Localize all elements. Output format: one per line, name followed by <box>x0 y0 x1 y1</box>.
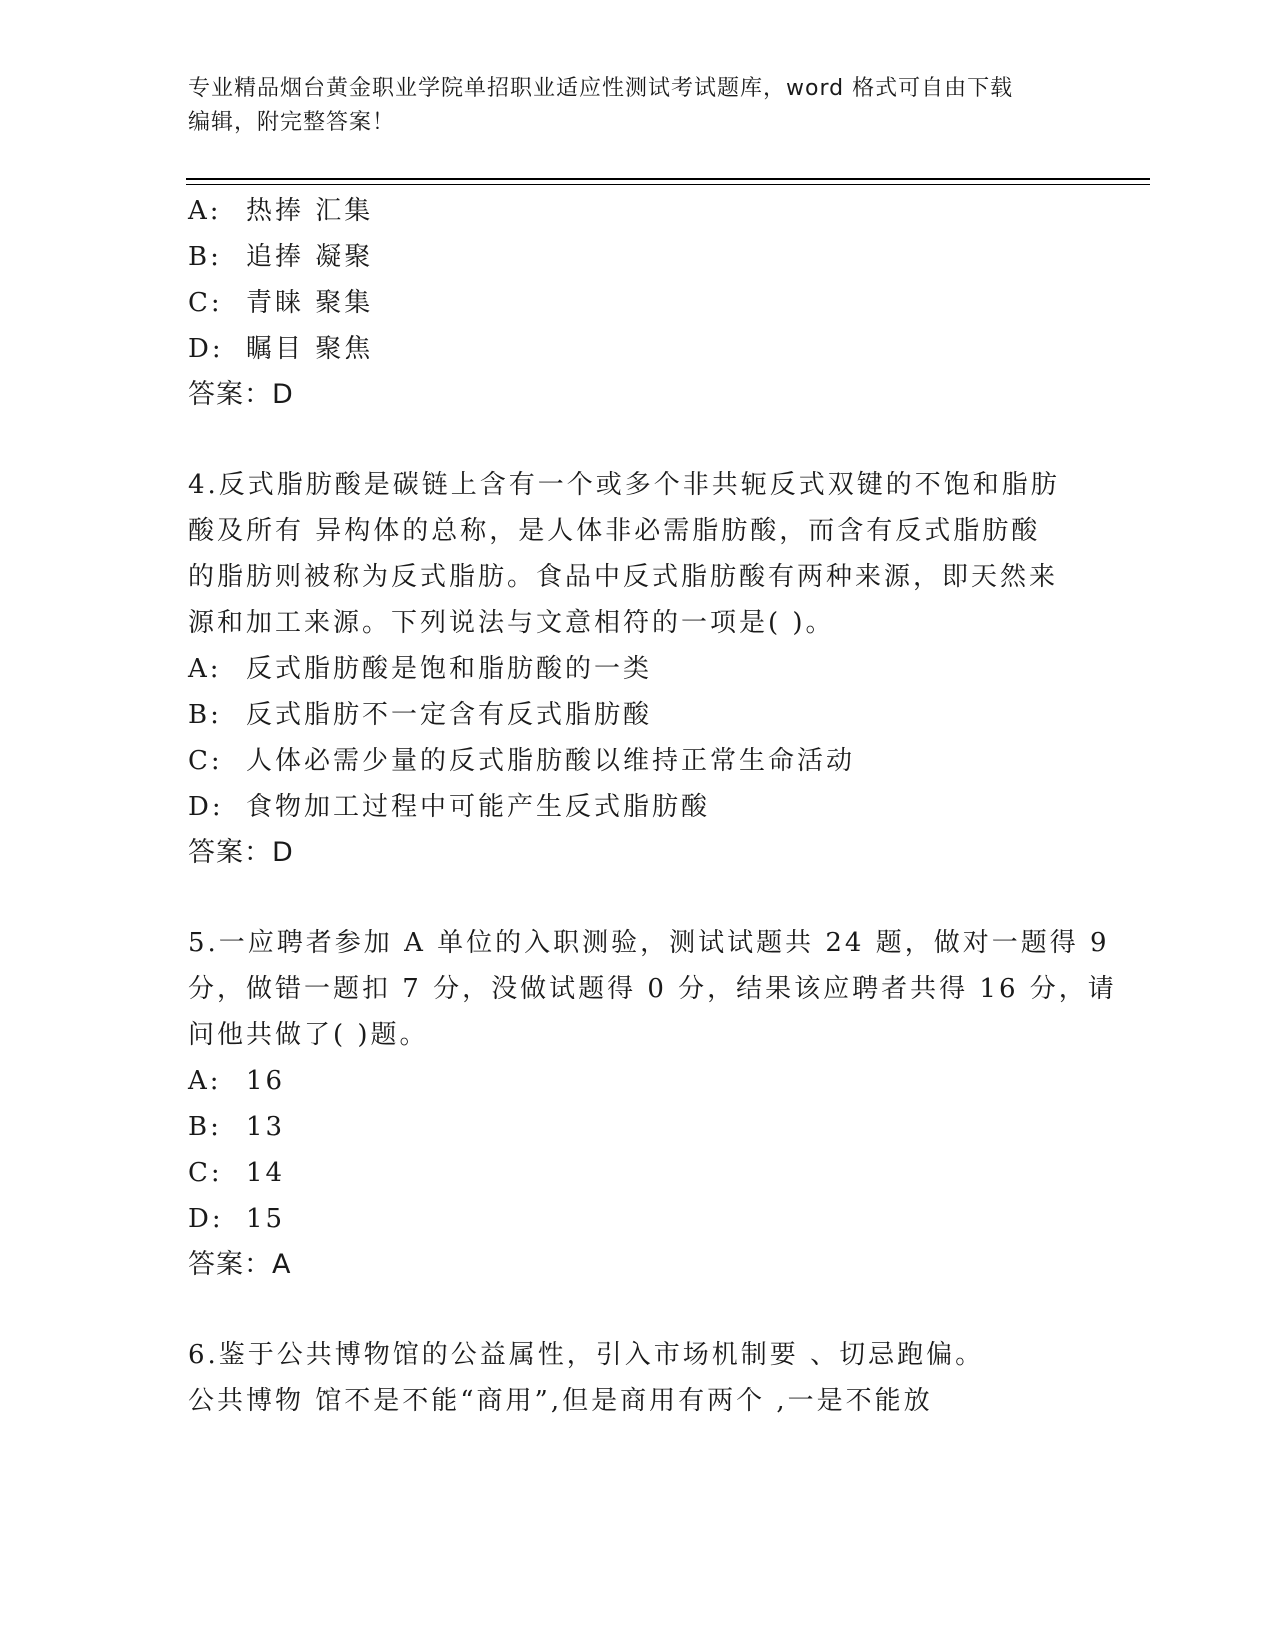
option-text: 瞩目 聚焦 <box>246 334 374 364</box>
option-key: D: <box>188 1204 224 1234</box>
option-key: C: <box>188 288 223 318</box>
option-text: 13 <box>246 1112 286 1142</box>
option-key: A: <box>188 654 222 684</box>
question-4-option-c <box>188 738 1068 784</box>
option-key: B: <box>188 1112 222 1142</box>
spacer <box>188 1288 1068 1332</box>
option-text: 反式脂肪不一定含有反式脂肪酸 <box>246 700 653 730</box>
header-rule-thin <box>186 184 1150 185</box>
option-key: C: <box>188 1158 223 1188</box>
option-text: 反式脂肪酸是饱和脂肪酸的一类 <box>246 654 653 684</box>
question-4-text-line-3: 的脂肪则被称为反式脂肪。食品中反式脂肪酸有两种来源，即天然来 <box>188 562 1059 592</box>
question-5-option-c <box>188 1150 1068 1196</box>
question-6-text-line-2: 公共博物 馆不是不能“商用”,但是商用有两个 ,一是不能放 <box>188 1386 933 1416</box>
header-line-2: 编辑，附完整答案！ <box>188 110 396 135</box>
option-key: D: <box>188 334 224 364</box>
question-3-option-c <box>188 280 1068 326</box>
option-text: 16 <box>246 1066 286 1096</box>
option-key: B: <box>188 700 222 730</box>
option-text: 青睐 聚集 <box>246 288 374 318</box>
question-5-option-b <box>188 1104 1068 1150</box>
header-line-1: 专业精品烟台黄金职业学院单招职业适应性测试考试题库，word 格式可自由下载 <box>188 76 1014 101</box>
page-header <box>188 72 1068 140</box>
header-rule-thick <box>186 178 1150 180</box>
question-4-text-line-1: 4.反式脂肪酸是碳链上含有一个或多个非共轭反式双键的不饱和脂肪 <box>188 470 1060 500</box>
option-text: 14 <box>246 1158 286 1188</box>
question-3-option-b <box>188 234 1068 280</box>
option-text: 热捧 汇集 <box>246 196 374 226</box>
question-content <box>188 188 1117 1424</box>
option-text: 追捧 凝聚 <box>246 242 374 272</box>
question-4-option-b <box>188 692 1068 738</box>
question-3-option-a <box>188 188 1068 234</box>
option-text: 人体必需少量的反式脂肪酸以维持正常生命活动 <box>246 746 856 776</box>
question-4-option-a <box>188 646 1068 692</box>
question-4-option-d <box>188 784 1068 830</box>
option-key: A: <box>188 1066 222 1096</box>
option-key: C: <box>188 746 223 776</box>
question-5-answer: 答案：A <box>188 1249 292 1280</box>
option-key: D: <box>188 792 224 822</box>
question-6 <box>188 1332 1068 1424</box>
question-5-text-line-2: 分，做错一题扣 7 分，没做试题得 0 分，结果该应聘者共得 16 分，请 <box>188 974 1117 1004</box>
question-5-option-a <box>188 1058 1068 1104</box>
question-3-option-d <box>188 326 1068 372</box>
question-5-text-line-1: 5.一应聘者参加 A 单位的入职测验，测试试题共 24 题，做对一题得 9 <box>188 928 1110 958</box>
question-6-text-line-1: 6.鉴于公共博物馆的公益属性，引入市场机制要 、切忌跑偏。 <box>188 1340 985 1370</box>
option-text: 食物加工过程中可能产生反式脂肪酸 <box>246 792 711 822</box>
question-4-text-line-2: 酸及所有 异构体的总称，是人体非必需脂肪酸，而含有反式脂肪酸 <box>188 516 1041 546</box>
option-key: A: <box>188 196 222 226</box>
question-3 <box>188 188 1068 418</box>
spacer <box>188 418 1068 462</box>
option-key: B: <box>188 242 222 272</box>
question-5-option-d <box>188 1196 1068 1242</box>
question-5 <box>188 920 1117 1288</box>
question-4 <box>188 462 1068 876</box>
spacer <box>188 876 1068 920</box>
question-3-answer: 答案：D <box>188 379 294 410</box>
option-text: 15 <box>246 1204 286 1234</box>
question-4-text-line-4: 源和加工来源。下列说法与文意相符的一项是( )。 <box>188 608 835 638</box>
question-5-text-line-3: 问他共做了( )题。 <box>188 1020 429 1050</box>
question-4-answer: 答案：D <box>188 837 294 868</box>
